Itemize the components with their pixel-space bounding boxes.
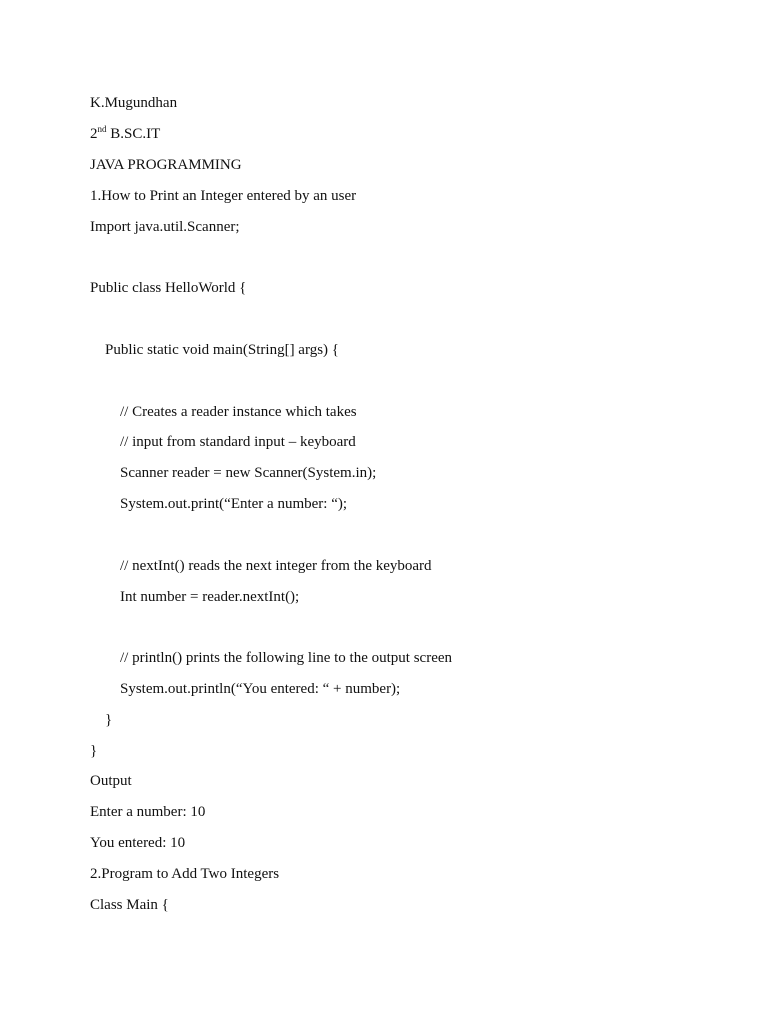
code-comment: // input from standard input – keyboard [120, 434, 356, 450]
code-comment: // Creates a reader instance which takes [120, 404, 357, 420]
subject-title: JAVA PROGRAMMING [90, 157, 242, 173]
code-line: Int number = reader.nextInt(); [120, 589, 300, 605]
year-number: 2 [90, 126, 98, 142]
course-name: B.SC.IT [106, 126, 161, 142]
author-name: K.Mugundhan [90, 95, 178, 111]
output-line: You entered: 10 [90, 835, 186, 851]
program-2-title: 2.Program to Add Two Integers [90, 866, 280, 882]
class-year [90, 125, 160, 143]
code-line: Public class HelloWorld { [90, 280, 247, 296]
code-line: System.out.print(“Enter a number: “); [120, 496, 348, 512]
code-line: Import java.util.Scanner; [90, 219, 240, 235]
year-suffix: nd [97, 124, 107, 134]
code-closing-brace: } [90, 743, 98, 759]
code-line: System.out.println(“You entered: “ + number); [120, 681, 401, 697]
output-line: Enter a number: 10 [90, 804, 206, 820]
code-line: Class Main { [90, 897, 169, 913]
code-line: Scanner reader = new Scanner(System.in); [120, 465, 377, 481]
output-label: Output [90, 773, 132, 789]
code-closing-brace: } [105, 712, 113, 728]
code-comment: // println() prints the following line to the output screen [120, 650, 453, 666]
code-line: Public static void main(String[] args) { [105, 342, 339, 358]
program-1-title: 1.How to Print an Integer entered by an user [90, 188, 357, 204]
code-comment: // nextInt() reads the next integer from the keyboard [120, 558, 432, 574]
